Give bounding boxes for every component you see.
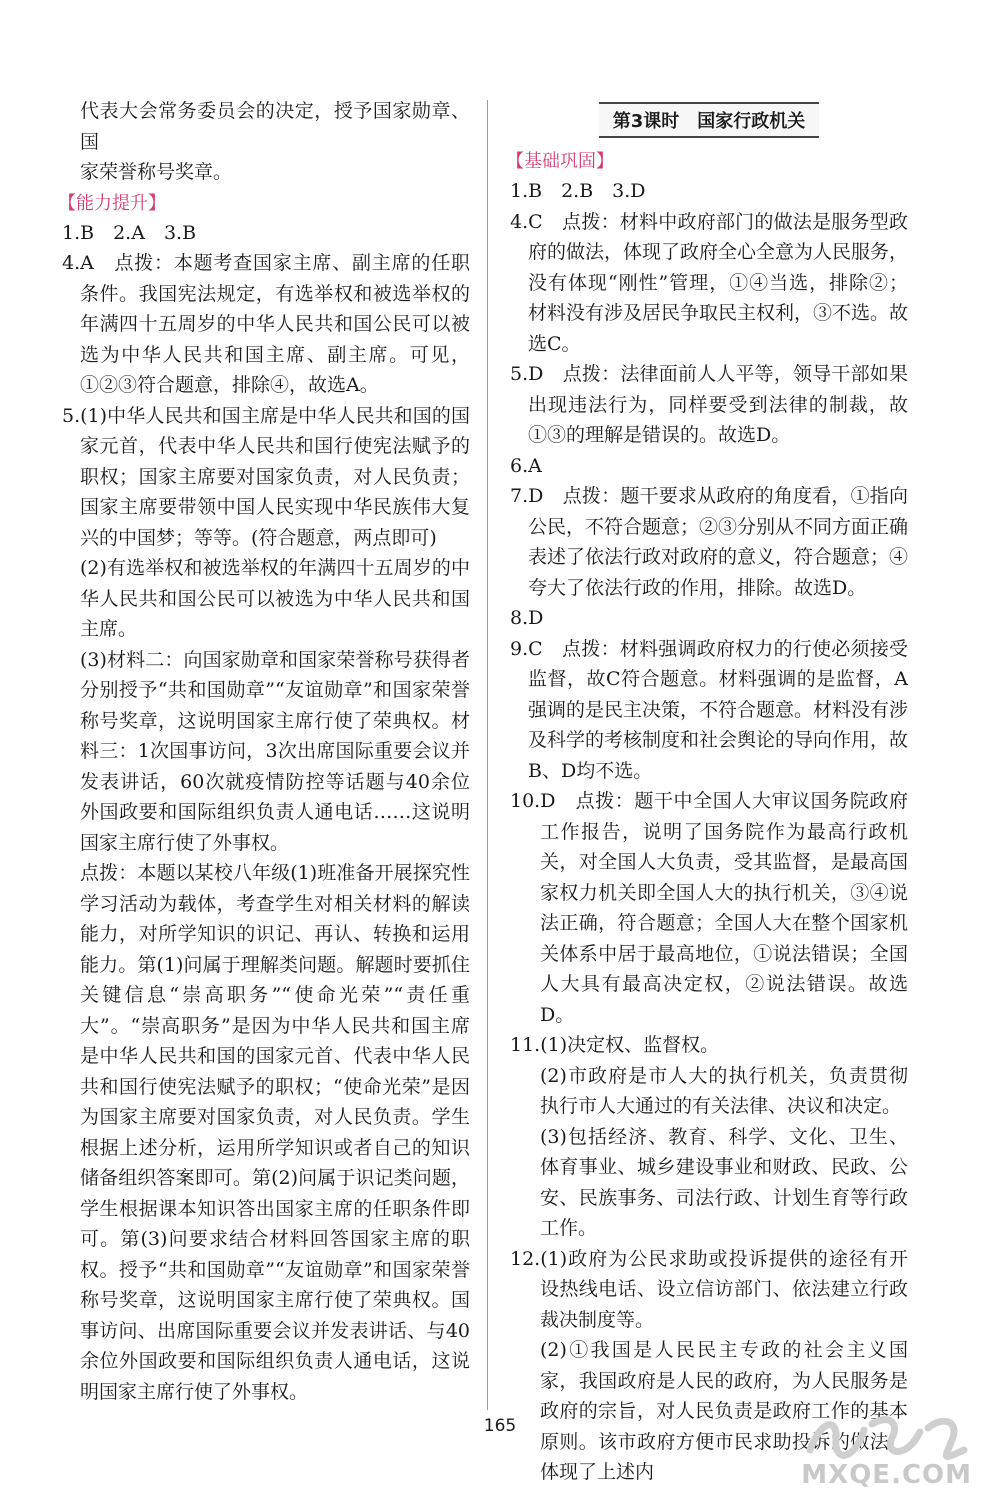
answer-r-1-3: 1.B 2.B 3.D — [510, 180, 646, 202]
answer-r-10: 10.D 点拨：题干中全国人大审议国务院政府工作报告，说明了国务院作为最高行政机关，对全国人大负责，受其监督，是最高国家权力机关即全国人大的执行机关，③④说法正确，符合题意；全国人大在整个国家机关体系中居于最高地位，①说法错误；全国人大具有最高决定权，②说法错误。故选D。 — [510, 790, 908, 1026]
watermark — [766, 1410, 976, 1490]
answer-5-part-1: 5.(1)中华人民共和国主席是中华人民共和国的国家元首，代表中华人民共和国行使宪法赋予的职权；国家主席要对国家负责，对人民负责；国家主席要带领中国人民实现中华民族伟大复兴的中国梦；等等。(符合题意，两点即可) — [62, 404, 470, 549]
answer-r-6: 6.A — [510, 454, 542, 477]
page-number: 165 — [483, 1416, 517, 1436]
section-heading-ability: 【能力提升】 — [58, 192, 166, 214]
answer-5-part-3: (3)材料二：向国家勋章和国家荣誉称号获得者分别授予“共和国勋章”“友谊勋章”和国家荣誉称号奖章，这说明国家主席行使了荣典权。材料三：1次国事访问，3次出席国际重要会议并发表讲话，60次就疫情防控等话题与40余位外国政要和国际组织负责人通电话……这说明国家主席行使了外事权。 — [80, 648, 470, 854]
answer-5-part-2: (2)有选举权和被选举权的年满四十五周岁的中华人民共和国公民可以被选为中华人民共和国主席。 — [80, 557, 470, 640]
left-column — [58, 96, 470, 1407]
watermark-logo-icon — [802, 1410, 972, 1466]
answer-r-12-part-2: (2)①我国是人民民主专政的社会主义国家，我国政府是人民的政府，为人民服务是政府的宗旨，对人民负责是政府工作的基本原则。该市政府方便市民求助投诉的做法，体现了上述内 — [540, 1339, 908, 1483]
answer-5-tip: 点拨：本题以某校八年级(1)班准备开展探究性学习活动为载体，考查学生对相关材料的解读能力，对所学知识的识记、再认、转换和运用能力。第(1)问属于理解类问题。解题时要抓住关键信息“崇高职务”“使命光荣”“责任重大”。“崇高职务”是因为中华人民共和国主席是中华人民共和国的国家元首、代表中华人民共和国行使宪法赋予的职权；“使命光荣”是因为国家主席要对国家负责，对人民负责。学生根据上述分析，运用所学知识或者自己的知识储备组织答案即可。第(2)问属于识记类问题，学生根据课本知识答出国家主席的任职条件即可。第(3)问要求结合材料回答国家主席的职权。授予“共和国勋章”“友谊勋章”和国家荣誉称号奖章，这说明国家主席行使了荣典权。国事访问、出席国际重要会议并发表讲话、与40余位外国政要和国际组织负责人通电话，这说明国家主席行使了外事权。 — [80, 862, 470, 1403]
answer-4: 4.A 点拨：本题考查国家主席、副主席的任职条件。我国宪法规定，有选举权和被选举权的年满四十五周岁的中华人民共和国公民可以被选为中华人民共和国主席、副主席。可见，①②③符合题意，排除④，故选A。 — [62, 252, 470, 396]
answer-r-11-part-3: (3)包括经济、教育、科学、文化、卫生、体育事业、城乡建设事业和财政、民政、公安、民族事务、司法行政、计划生育等行政工作。 — [540, 1125, 908, 1239]
column-divider — [487, 100, 488, 1410]
intro-line-2: 家荣誉称号奖章。 — [80, 161, 233, 183]
watermark-text: MXQE.COM — [801, 1460, 972, 1490]
section-heading-basic: 【基础巩固】 — [506, 151, 614, 172]
lesson-title-wrap — [510, 102, 908, 138]
answer-r-4: 4.C 点拨：材料中政府部门的做法是服务型政府的做法，体现了政府全心全意为人民服务，没有体现“刚性”管理，①④当选，排除②；材料没有涉及居民争取民主权利，③不选。故选C。 — [510, 210, 909, 355]
answer-r-8: 8.D — [510, 607, 544, 629]
answer-r-12-part-1: 12.(1)政府为公民求助或投诉提供的途径有开设热线电话、设立信访部门、依法建立行政裁决制度等。 — [510, 1247, 908, 1331]
answer-r-9: 9.C 点拨：材料强调政府权力的行使必须接受监督，故C符合题意。材料强调的是监督，A强调的是民主决策，不符合题意。材料没有涉及科学的考核制度和社会舆论的导向作用，故B、D均不选。 — [510, 637, 909, 782]
intro-line-1: 代表大会常务委员会的决定，授予国家勋章、国 — [80, 100, 470, 153]
answer-r-7: 7.D 点拨：题干要求从政府的角度看，①指向公民，不符合题意；②③分别从不同方面正确表述了依法行政对政府的意义，符合题意；④夸大了依法行政的作用，排除。故选D。 — [510, 485, 909, 599]
answer-r-11-part-2: (2)市政府是市人大的执行机关，负责贯彻执行市人大通过的有关法律、决议和决定。 — [540, 1064, 908, 1117]
right-column — [506, 96, 909, 1488]
lesson-title: 第3课时 国家行政机关 — [599, 102, 820, 138]
answer-r-11-part-1: 11.(1)决定权、监督权。 — [510, 1034, 720, 1056]
answer-r-5: 5.D 点拨：法律面前人人平等，领导干部如果出现违法行为，同样要受到法律的制裁，故①③的理解是错误的。故选D。 — [510, 363, 908, 446]
answer-1-3: 1.B 2.A 3.B — [62, 221, 197, 244]
